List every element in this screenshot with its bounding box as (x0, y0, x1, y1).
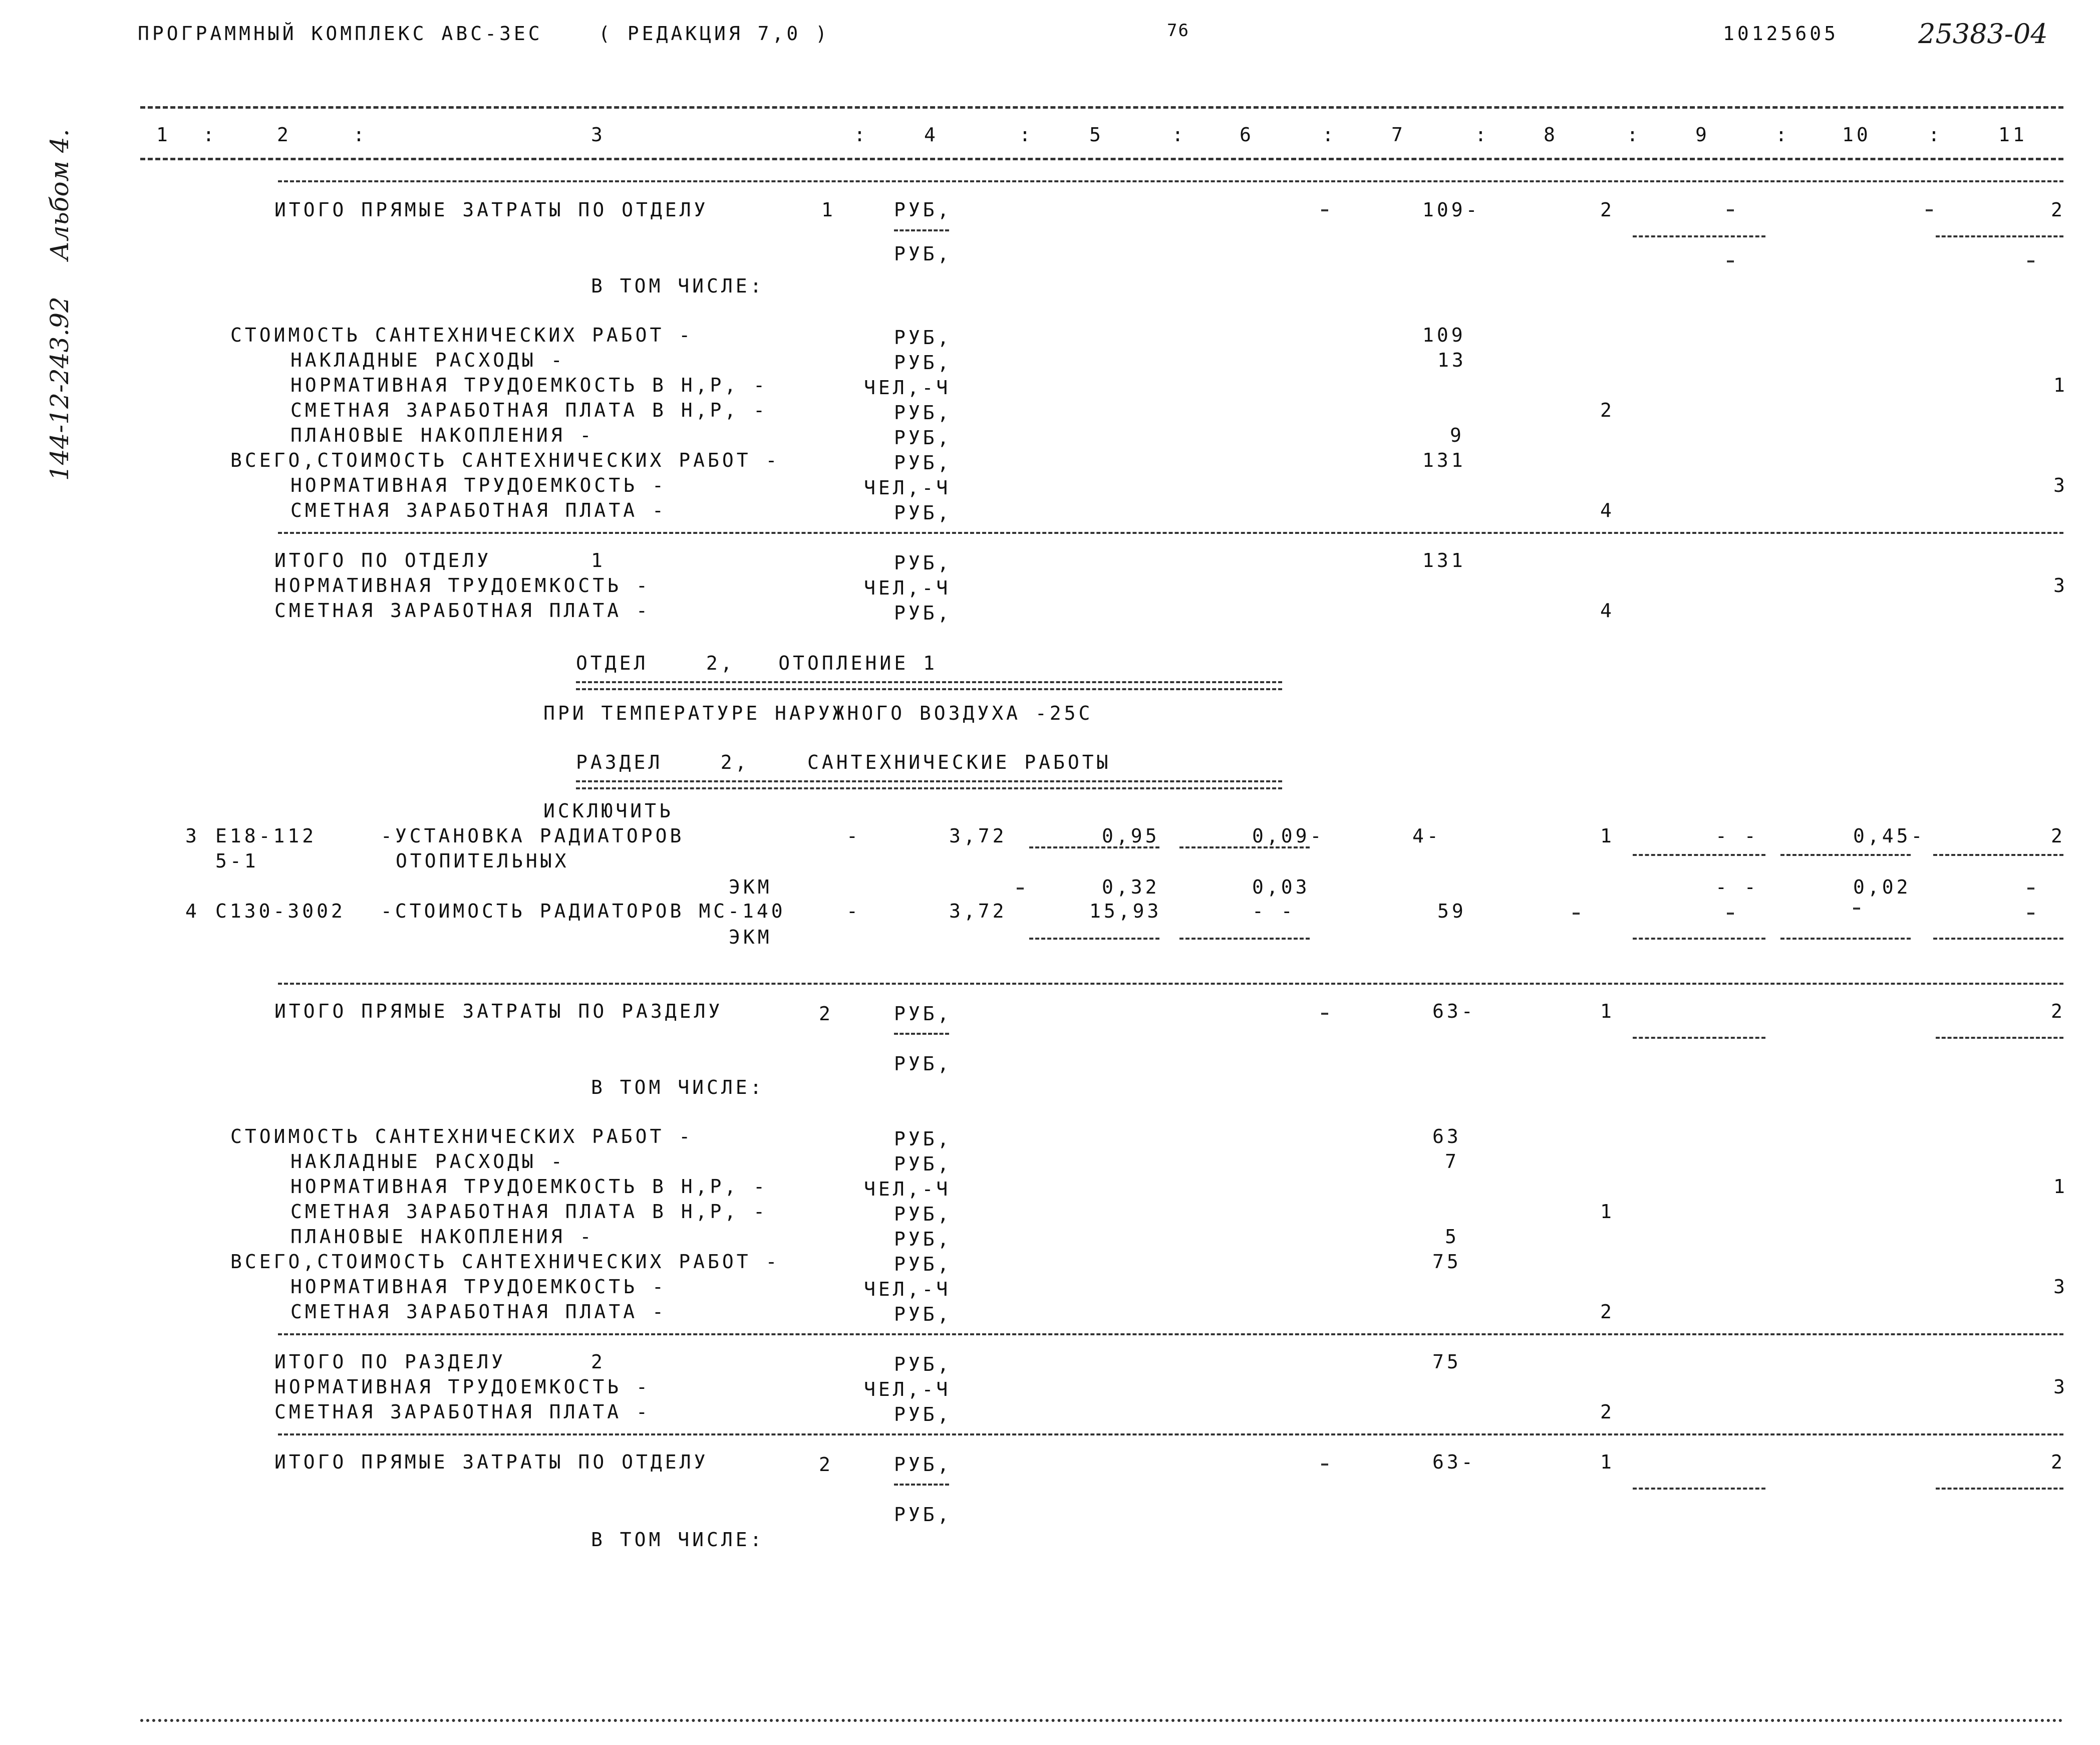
s1-total-c7: 109- (1422, 199, 1480, 221)
section-number: 2 (591, 1351, 606, 1373)
sanitary-works-cost: СТОИМОСТЬ САНТЕХНИЧЕСКИХ РАБОТ - (230, 324, 694, 346)
s1-total-c11: 2 (2051, 199, 2065, 221)
col-separator: : (1775, 124, 1787, 146)
item-c6: - - (1252, 900, 1296, 922)
section-rule (278, 532, 2063, 534)
unit-man-hour: ЧЕЛ,-Ч (864, 477, 951, 499)
s2-zp-nr-c8: 1 (1600, 1201, 1615, 1223)
overhead-costs: НАКЛАДНЫЕ РАСХОДЫ - (290, 1150, 565, 1173)
col-separator: : (1627, 124, 1638, 146)
unit-rub: РУБ, (894, 1504, 952, 1526)
dash-mark (2027, 888, 2034, 890)
department-heading: ОТДЕЛ 2, ОТОПЛЕНИЕ 1 (576, 652, 938, 674)
s1-vsego-c7: 131 (1422, 449, 1466, 471)
total-sanitary-cost: ВСЕГО,СТОИМОСТЬ САНТЕХНИЧЕСКИХ РАБОТ - (230, 449, 780, 471)
s1-ito-zp-c8: 4 (1600, 600, 1615, 622)
col-header-11: 11 (1998, 124, 2027, 146)
cell-rule (1933, 854, 2063, 856)
total-direct-costs-dept-2: ИТОГО ПРЯМЫЕ ЗАТРАТЫ ПО ОТДЕЛУ (274, 1451, 709, 1473)
temperature-note: ПРИ ТЕМПЕРАТУРЕ НАРУЖНОГО ВОЗДУХА -25С (543, 702, 1093, 724)
dash-mark (1321, 209, 1328, 211)
s1-total-c8: 2 (1600, 199, 1615, 221)
item-qty: 3,72 (949, 825, 1007, 847)
dash-mark (2027, 913, 2034, 915)
s3-total-c11: 2 (2051, 1451, 2065, 1473)
unit-man-hour: ЧЕЛ,-Ч (864, 1278, 951, 1300)
estimated-wage: СМЕТНАЯ ЗАРАБОТНАЯ ПЛАТА - (274, 600, 651, 622)
unit-rub: РУБ, (894, 1003, 952, 1025)
s1-nr-c11: 1 (2053, 374, 2068, 396)
s3-total-c7: 63- (1432, 1451, 1476, 1473)
unit-rub: РУБ, (894, 352, 952, 374)
unit-rub: РУБ, (894, 1303, 952, 1325)
unit-rub: РУБ, (894, 452, 952, 474)
s2-stoim-c7: 63 (1432, 1125, 1461, 1147)
ekm-c5: 0,32 (1102, 876, 1160, 898)
dash-mark (1573, 913, 1580, 915)
cell-rule (1633, 854, 1765, 856)
col-header-4: 4 (924, 124, 939, 146)
subtotal-rule (1633, 1037, 1765, 1039)
s1-nakl-c7: 13 (1437, 349, 1466, 371)
unit-rub: РУБ, (894, 1203, 952, 1225)
program-title: ПРОГРАММНЫЙ КОМПЛЕКС АВС-3ЕС (138, 23, 543, 45)
subtotal-rule (1936, 235, 2063, 237)
ekm-c6: 0,03 (1252, 876, 1310, 898)
document-code: 10125605 (1723, 23, 1839, 45)
col-header-9: 9 (1695, 124, 1710, 146)
s1-zp-c8: 4 (1600, 499, 1615, 521)
edition-label: ( РЕДАКЦИЯ 7,0 ) (598, 23, 830, 45)
norm-labor-overhead: НОРМАТИВНАЯ ТРУДОЕМКОСТЬ В Н,Р, - (290, 1176, 768, 1198)
dept-number: 1 (591, 549, 606, 571)
s2-total-c11: 2 (2051, 1000, 2065, 1022)
s2-nr-c11: 1 (2053, 1176, 2068, 1198)
item-name: -СТОИМОСТЬ РАДИАТОРОВ МС-140 (381, 900, 786, 922)
section-rule (278, 180, 2063, 182)
exclude-label: ИСКЛЮЧИТЬ (543, 800, 674, 822)
cell-rule (1780, 938, 1911, 940)
unit-rub: РУБ, (894, 1128, 952, 1150)
total-direct-costs-section: ИТОГО ПРЯМЫЕ ЗАТРАТЫ ПО РАЗДЕЛУ (274, 1000, 723, 1022)
item-c4: - (846, 825, 861, 847)
unit-rub: РУБ, (894, 199, 952, 221)
s2-ito-zp-c8: 2 (1600, 1401, 1615, 1423)
item-number: 3 (185, 825, 200, 847)
s2-vsego-c7: 75 (1432, 1251, 1461, 1273)
cell-rule (1029, 938, 1159, 940)
unit-rub: РУБ, (894, 602, 952, 624)
item-code-2: 5-1 (215, 850, 259, 872)
item-c5: 15,93 (1089, 900, 1162, 922)
col-header-3: 3 (591, 124, 606, 146)
sanitary-works-cost: СТОИМОСТЬ САНТЕХНИЧЕСКИХ РАБОТ - (230, 1125, 694, 1147)
section-rule (278, 1433, 2063, 1435)
including-label: В ТОМ ЧИСЛЕ: (591, 1076, 765, 1098)
s2-norm-c11: 3 (2053, 1276, 2068, 1298)
header-bottom-rule (140, 158, 2063, 160)
cell-rule (1933, 938, 2063, 940)
overhead-costs: НАКЛАДНЫЕ РАСХОДЫ - (290, 349, 565, 371)
s1-norm-c11: 3 (2053, 474, 2068, 496)
col-header-10: 10 (1842, 124, 1871, 146)
including-label: В ТОМ ЧИСЛЕ: (591, 275, 765, 297)
s1-zp-nr-c8: 2 (1600, 399, 1615, 421)
unit-man-hour: ЧЕЛ,-Ч (864, 377, 951, 399)
dash-mark (1727, 260, 1734, 262)
col-header-8: 8 (1544, 124, 1558, 146)
col-separators: : (203, 124, 214, 146)
dash-mark (1926, 209, 1933, 211)
planned-savings: ПЛАНОВЫЕ НАКОПЛЕНИЯ - (290, 1226, 594, 1248)
dash-mark (1727, 913, 1734, 915)
section-rule (278, 1333, 2063, 1335)
s2-ito-norm-c11: 3 (2053, 1376, 2068, 1398)
including-label: В ТОМ ЧИСЛЕ: (591, 1529, 765, 1551)
unit-man-hour: ЧЕЛ,-Ч (864, 1178, 951, 1200)
subtotal-rule (894, 229, 949, 231)
col-separator: : (854, 124, 865, 146)
bottom-dash-row (140, 1719, 2063, 1726)
subtotal-rule (1633, 1488, 1765, 1490)
col-separator: : (1322, 124, 1334, 146)
unit-rub: РУБ, (894, 427, 952, 449)
ekm-c10: 0,02 (1853, 876, 1911, 898)
cell-rule (1780, 854, 1911, 856)
dept-number: 1 (821, 199, 836, 221)
item-c7: 4- (1412, 825, 1441, 847)
unit-rub: РУБ, (894, 1153, 952, 1175)
norm-labor: НОРМАТИВНАЯ ТРУДОЕМКОСТЬ - (290, 1276, 667, 1298)
item-c7: 59 (1437, 900, 1466, 922)
item-c5: 0,95 (1102, 825, 1160, 847)
item-name: -УСТАНОВКА РАДИАТОРОВ (381, 825, 685, 847)
s1-plan-c7: 9 (1450, 424, 1464, 446)
s3-total-c8: 1 (1600, 1451, 1615, 1473)
total-direct-costs-dept-1: ИТОГО ПРЯМЫЕ ЗАТРАТЫ ПО ОТДЕЛУ (274, 199, 709, 221)
subtotal-rule (1633, 235, 1765, 237)
estimated-wage: СМЕТНАЯ ЗАРАБОТНАЯ ПЛАТА - (290, 499, 667, 521)
s2-total-c8: 1 (1600, 1000, 1615, 1022)
double-rule (576, 681, 1282, 690)
s2-total-c7: 63- (1432, 1000, 1476, 1022)
unit-rub: РУБ, (894, 402, 952, 424)
subtotal-rule (1936, 1037, 2063, 1039)
item-code: Е18-112 (215, 825, 317, 847)
ekm-label: ЭКМ (729, 926, 772, 948)
planned-savings: ПЛАНОВЫЕ НАКОПЛЕНИЯ - (290, 424, 594, 446)
col-separator: : (1475, 124, 1486, 146)
item-qty: 3,72 (949, 900, 1007, 922)
s2-plan-c7: 5 (1445, 1226, 1459, 1248)
item-c4: - (846, 900, 861, 922)
unit-rub: РУБ, (894, 243, 952, 265)
norm-labor: НОРМАТИВНАЯ ТРУДОЕМКОСТЬ - (290, 474, 667, 496)
ekm-c9: - - (1715, 876, 1759, 898)
dash-mark (1853, 908, 1860, 910)
dash-mark (2027, 260, 2034, 262)
subtotal-rule (1936, 1488, 2063, 1490)
total-by-section: ИТОГО ПО РАЗДЕЛУ (274, 1351, 506, 1373)
s1-ito-c7: 131 (1422, 549, 1466, 571)
header-top-rule (140, 106, 2063, 109)
unit-man-hour: ЧЕЛ,-Ч (864, 1378, 951, 1400)
dash-mark (1017, 888, 1024, 890)
item-name-2: ОТОПИТЕЛЬНЫХ (396, 850, 569, 872)
col-header-2: 2 (277, 124, 291, 146)
document-number: 25383-04 (1918, 18, 2048, 50)
s1-ito-norm-c11: 3 (2053, 574, 2068, 597)
double-rule (576, 780, 1282, 789)
item-c10: 0,45- (1853, 825, 1926, 847)
total-by-dept: ИТОГО ПО ОТДЕЛУ (274, 549, 492, 571)
cell-rule (1633, 938, 1765, 940)
dept-number: 2 (819, 1453, 833, 1476)
item-c9: - - (1715, 825, 1759, 847)
album-label: Альбом 4. (45, 129, 74, 260)
s1-stoim-c7: 109 (1422, 324, 1466, 346)
page-number: 76 (1167, 21, 1189, 41)
dash-mark (1321, 1013, 1328, 1015)
project-code: 144-12-243.92 (45, 297, 74, 481)
item-c11: 2 (2051, 825, 2065, 847)
subtotal-rule (894, 1033, 949, 1035)
unit-rub: РУБ, (894, 1403, 952, 1425)
unit-rub: РУБ, (894, 327, 952, 349)
s2-nakl-c7: 7 (1445, 1150, 1459, 1173)
estimated-wage: СМЕТНАЯ ЗАРАБОТНАЯ ПЛАТА - (274, 1401, 651, 1423)
unit-rub: РУБ, (894, 552, 952, 574)
col-header-6: 6 (1240, 124, 1254, 146)
section-rule (278, 983, 2063, 985)
norm-labor: НОРМАТИВНАЯ ТРУДОЕМКОСТЬ - (274, 1376, 651, 1398)
total-sanitary-cost: ВСЕГО,СТОИМОСТЬ САНТЕХНИЧЕСКИХ РАБОТ - (230, 1251, 780, 1273)
s2-ito-c7: 75 (1432, 1351, 1461, 1373)
unit-rub: РУБ, (894, 1253, 952, 1275)
section-heading: РАЗДЕЛ 2, САНТЕХНИЧЕСКИЕ РАБОТЫ (576, 751, 1111, 773)
col-header-7: 7 (1391, 124, 1406, 146)
col-header-5: 5 (1089, 124, 1104, 146)
unit-rub: РУБ, (894, 502, 952, 524)
estimated-wage-overhead: СМЕТНАЯ ЗАРАБОТНАЯ ПЛАТА В Н,Р, - (290, 1201, 768, 1223)
col-separator: : (353, 124, 365, 146)
unit-rub: РУБ, (894, 1228, 952, 1250)
unit-rub: РУБ, (894, 1453, 952, 1476)
estimated-wage: СМЕТНАЯ ЗАРАБОТНАЯ ПЛАТА - (290, 1301, 667, 1323)
cell-rule (1029, 846, 1159, 848)
col-separator: : (1019, 124, 1031, 146)
col-separator: : (1172, 124, 1183, 146)
norm-labor-overhead: НОРМАТИВНАЯ ТРУДОЕМКОСТЬ В Н,Р, - (290, 374, 768, 396)
subtotal-rule (894, 1484, 949, 1486)
dash-mark (1321, 1464, 1328, 1466)
s2-zp-c8: 2 (1600, 1301, 1615, 1323)
col-header-1: 1 (156, 124, 171, 146)
cell-rule (1179, 938, 1310, 940)
item-c8: 1 (1600, 825, 1615, 847)
unit-rub: РУБ, (894, 1053, 952, 1075)
unit-man-hour: ЧЕЛ,-Ч (864, 577, 951, 599)
col-separator: : (1928, 124, 1940, 146)
norm-labor: НОРМАТИВНАЯ ТРУДОЕМКОСТЬ - (274, 574, 651, 597)
unit-rub: РУБ, (894, 1353, 952, 1375)
dash-mark (1727, 209, 1734, 211)
ekm-label: ЭКМ (729, 876, 772, 898)
item-code: С130-3002 (215, 900, 346, 922)
estimated-wage-overhead: СМЕТНАЯ ЗАРАБОТНАЯ ПЛАТА В Н,Р, - (290, 399, 768, 421)
item-number: 4 (185, 900, 200, 922)
cell-rule (1179, 846, 1310, 848)
item-c6: 0,09- (1252, 825, 1325, 847)
section-number: 2 (819, 1003, 833, 1025)
